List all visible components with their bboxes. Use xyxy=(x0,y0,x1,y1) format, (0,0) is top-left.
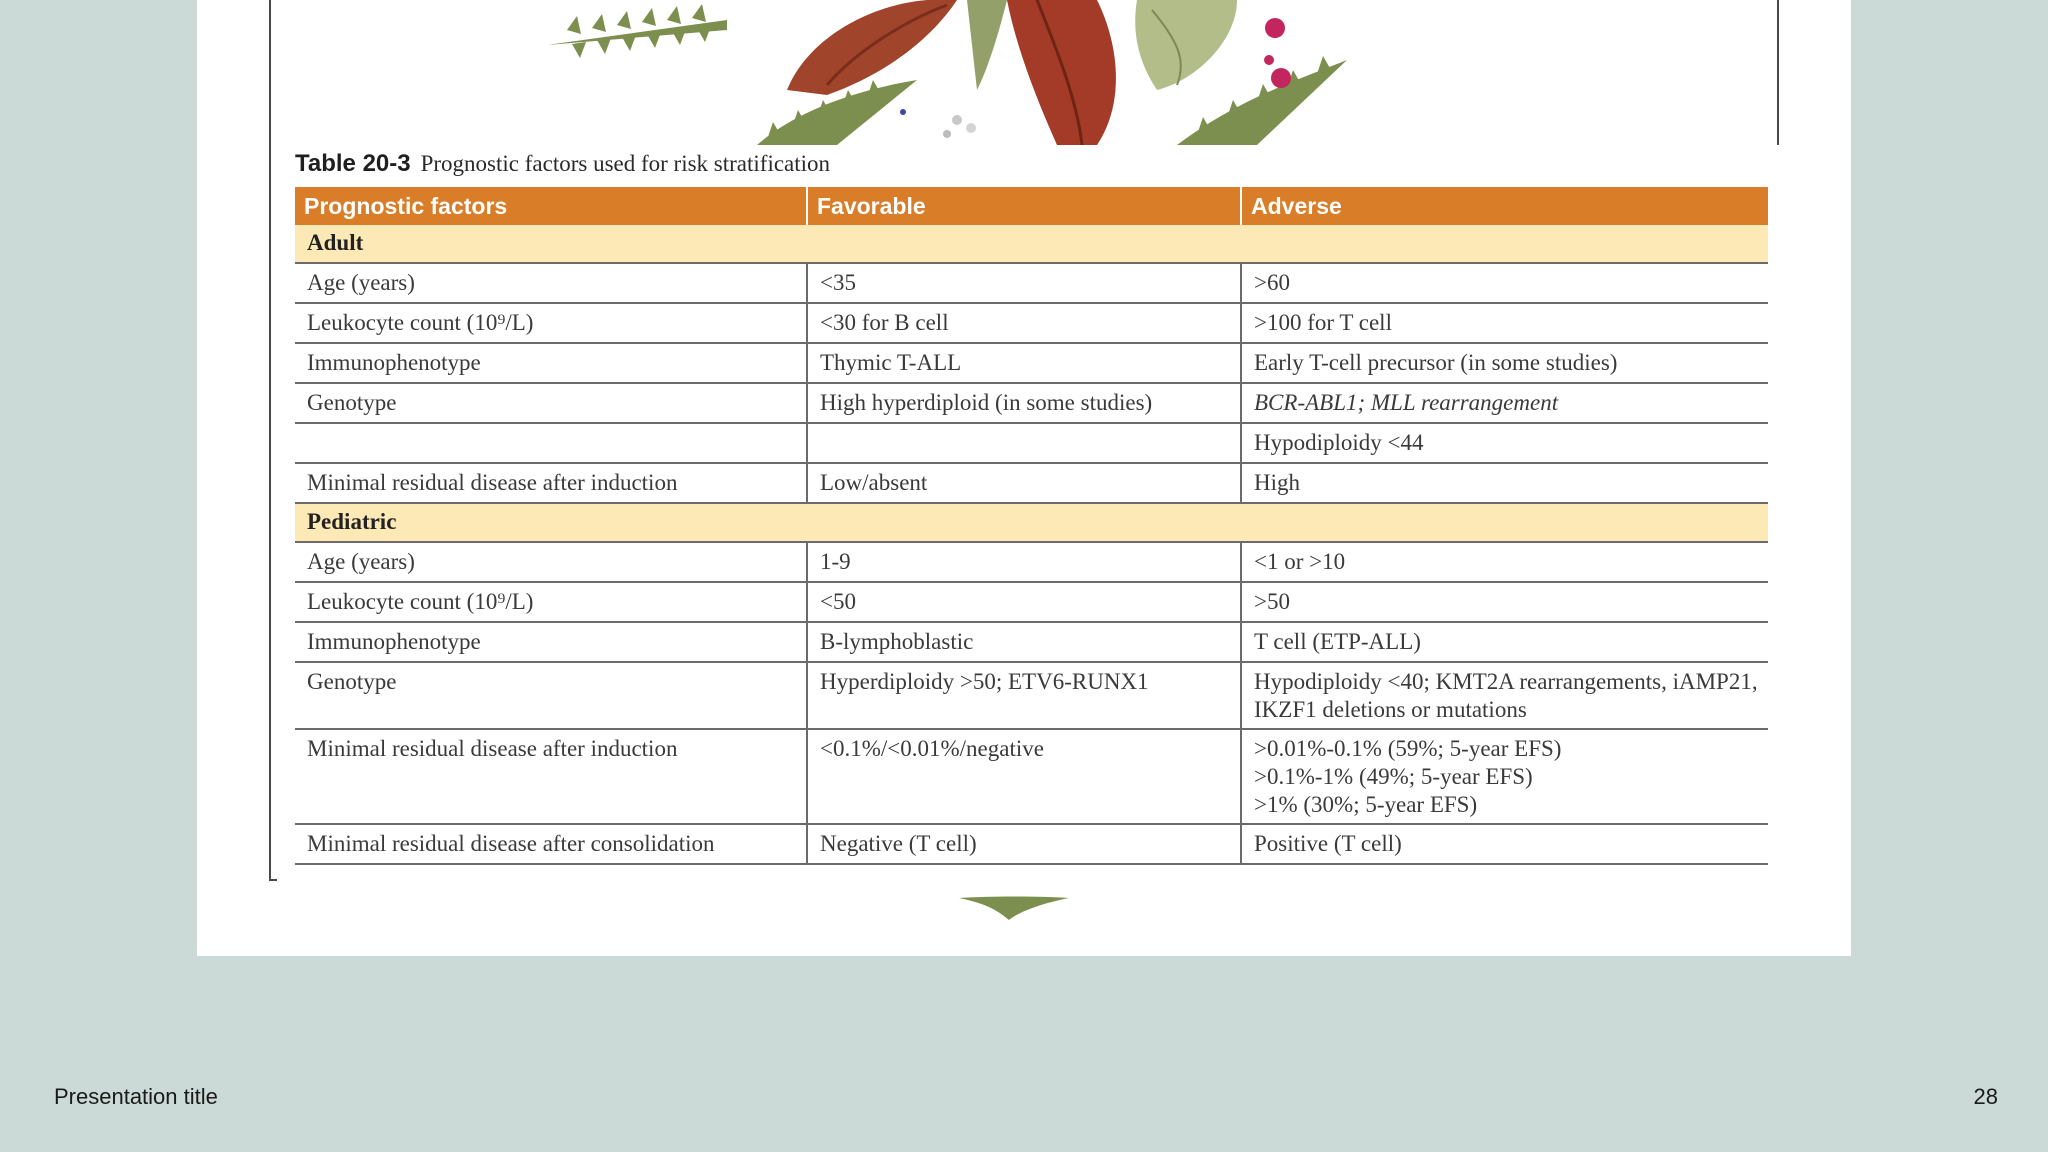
table-image xyxy=(197,0,1851,956)
table-row xyxy=(295,423,1768,463)
factor-cell: Leukocyte count (10⁹/L) xyxy=(295,582,807,622)
adverse-cell: T cell (ETP-ALL) xyxy=(1241,622,1768,662)
table-row xyxy=(295,662,1768,729)
favorable-cell: <50 xyxy=(807,582,1241,622)
adverse-cell: Hypodiploidy <44 xyxy=(1241,423,1768,463)
table-caption-text: Prognostic factors used for risk stratification xyxy=(420,151,831,176)
prognostic-factors-table xyxy=(295,187,1768,865)
table-row xyxy=(295,463,1768,503)
adverse-cell: Early T-cell precursor (in some studies) xyxy=(1241,343,1768,383)
favorable-cell: Hyperdiploidy >50; ETV6-RUNX1 xyxy=(807,662,1241,729)
factor-cell: Leukocyte count (10⁹/L) xyxy=(295,303,807,343)
adverse-cell: BCR-ABL1; MLL rearrangement xyxy=(1241,383,1768,423)
column-header-favorable: Favorable xyxy=(807,187,1241,225)
column-header-adverse: Adverse xyxy=(1241,187,1768,225)
adverse-cell: >60 xyxy=(1241,263,1768,303)
factor-cell: Immunophenotype xyxy=(295,343,807,383)
favorable-cell: <0.1%/<0.01%/negative xyxy=(807,729,1241,824)
table-row xyxy=(295,622,1768,662)
factor-cell: Genotype xyxy=(295,383,807,423)
favorable-cell xyxy=(807,423,1241,463)
section-row-adult xyxy=(295,225,1768,263)
table-label: Table 20-3 xyxy=(295,150,411,177)
table-row xyxy=(295,582,1768,622)
favorable-cell: 1-9 xyxy=(807,542,1241,582)
favorable-cell: Thymic T-ALL xyxy=(807,343,1241,383)
table-row xyxy=(295,343,1768,383)
factor-cell: Immunophenotype xyxy=(295,622,807,662)
frame-line-right xyxy=(1777,0,1779,145)
table-header-row xyxy=(295,187,1768,225)
factor-cell: Age (years) xyxy=(295,542,807,582)
frame-line-foot xyxy=(269,879,277,881)
favorable-cell: B-lymphoblastic xyxy=(807,622,1241,662)
table-row xyxy=(295,263,1768,303)
factor-cell: Minimal residual disease after induction xyxy=(295,463,807,503)
table-row xyxy=(295,824,1768,864)
factor-cell: Age (years) xyxy=(295,263,807,303)
factor-cell: Minimal residual disease after consolidation xyxy=(295,824,807,864)
adverse-cell: Hypodiploidy <40; KMT2A rearrangements, iAMP21, IKZF1 deletions or mutations xyxy=(1241,662,1768,729)
favorable-cell: <30 for B cell xyxy=(807,303,1241,343)
table-caption xyxy=(295,150,830,178)
section-title: Pediatric xyxy=(295,503,1768,542)
adverse-cell: <1 or >10 xyxy=(1241,542,1768,582)
adverse-cell: High xyxy=(1241,463,1768,503)
adverse-cell: >0.01%-0.1% (59%; 5-year EFS) >0.1%-1% (49%; 5-year EFS) >1% (30%; 5-year EFS) xyxy=(1241,729,1768,824)
frame-line-left xyxy=(269,0,271,880)
favorable-cell: <35 xyxy=(807,263,1241,303)
adverse-cell: >100 for T cell xyxy=(1241,303,1768,343)
table-row xyxy=(295,542,1768,582)
section-row-pediatric xyxy=(295,503,1768,542)
adverse-cell: >50 xyxy=(1241,582,1768,622)
factor-cell xyxy=(295,423,807,463)
factor-cell: Genotype xyxy=(295,662,807,729)
factor-cell: Minimal residual disease after induction xyxy=(295,729,807,824)
favorable-cell: High hyperdiploid (in some studies) xyxy=(807,383,1241,423)
table-row xyxy=(295,303,1768,343)
botanical-fragment xyxy=(959,894,1069,920)
favorable-cell: Low/absent xyxy=(807,463,1241,503)
presentation-title: Presentation title xyxy=(54,1084,218,1109)
adverse-cell: Positive (T cell) xyxy=(1241,824,1768,864)
botanical-illustration xyxy=(537,0,1417,145)
favorable-cell: Negative (T cell) xyxy=(807,824,1241,864)
section-title: Adult xyxy=(295,225,1768,263)
table-row xyxy=(295,729,1768,824)
table-row xyxy=(295,383,1768,423)
slide-number: 28 xyxy=(1973,1084,1998,1109)
column-header-factors: Prognostic factors xyxy=(295,187,807,225)
